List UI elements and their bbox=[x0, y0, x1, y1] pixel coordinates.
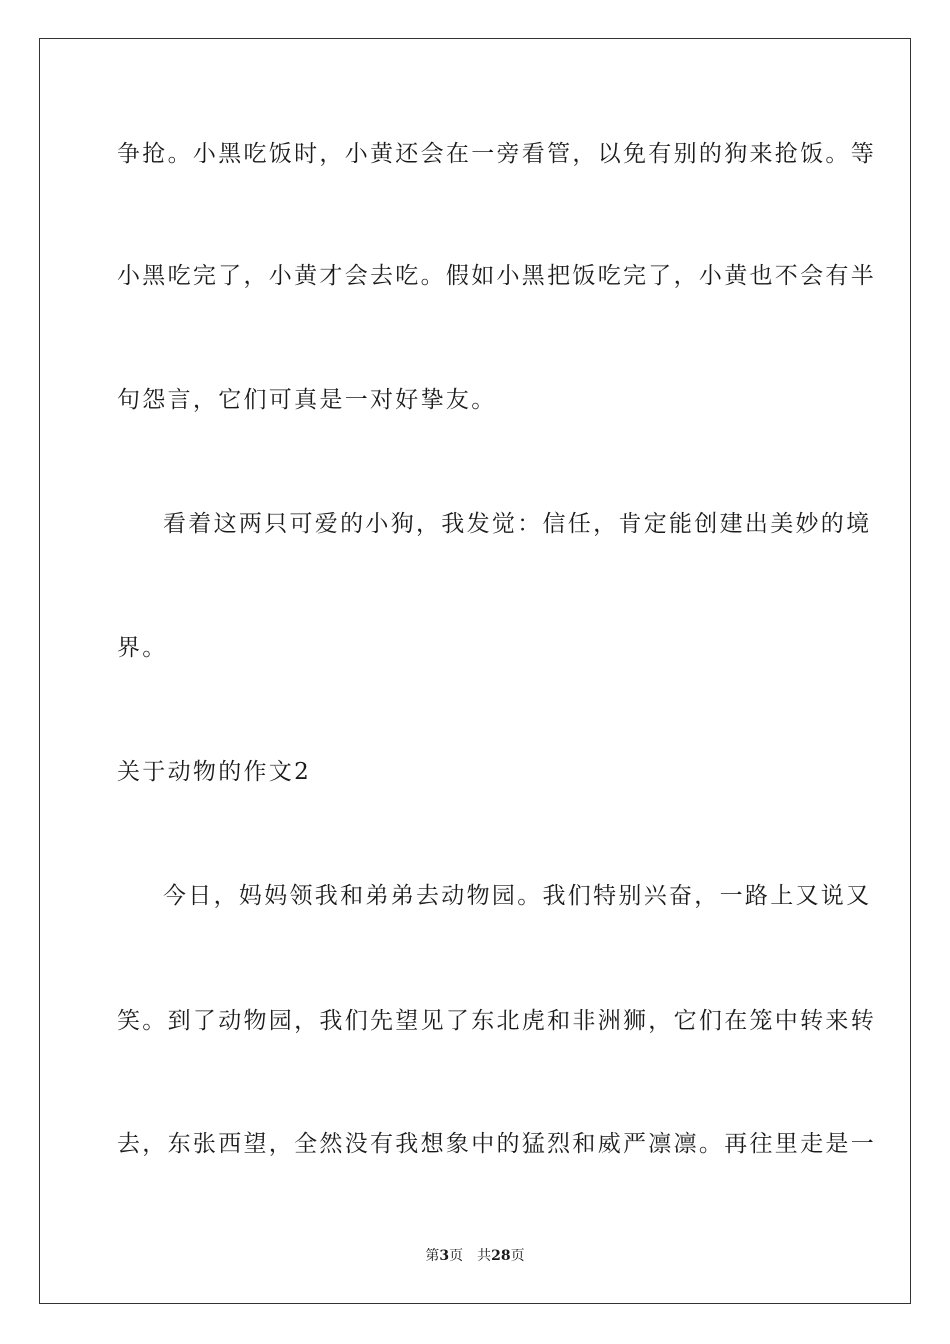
page-footer bbox=[0, 1246, 950, 1266]
paragraph-line-2: 小黑吃完了，小黄才会去吃。假如小黑把饭吃完了，小黄也不会有半 bbox=[117, 263, 876, 289]
section-heading: 关于动物的作文2 bbox=[117, 759, 312, 785]
paragraph-line-5: 界。 bbox=[117, 635, 168, 661]
paragraph-line-1: 争抢。小黑吃饭时，小黄还会在一旁看管，以免有别的狗来抢饭。等 bbox=[117, 141, 876, 167]
paragraph-line-4: 看着这两只可爱的小狗，我发觉：信任，肯定能创建出美妙的境 bbox=[163, 511, 872, 537]
footer-total-prefix: 共 bbox=[477, 1248, 492, 1264]
footer-total-suffix: 页 bbox=[510, 1248, 525, 1264]
paragraph-line-7: 笑。到了动物园，我们先望见了东北虎和非洲狮，它们在笼中转来转 bbox=[117, 1008, 876, 1034]
paragraph-line-8: 去，东张西望，全然没有我想象中的猛烈和威严凛凛。再往里走是一 bbox=[117, 1131, 876, 1157]
page-border bbox=[39, 38, 911, 1304]
paragraph-line-6: 今日，妈妈领我和弟弟去动物园。我们特别兴奋，一路上又说又 bbox=[163, 883, 872, 909]
footer-page-current: 3 bbox=[439, 1248, 450, 1264]
paragraph-line-3: 句怨言，它们可真是一对好挚友。 bbox=[117, 387, 497, 413]
footer-page-prefix: 第 bbox=[425, 1248, 440, 1264]
footer-page-suffix: 页 bbox=[449, 1248, 464, 1264]
footer-page-total: 28 bbox=[491, 1248, 511, 1264]
